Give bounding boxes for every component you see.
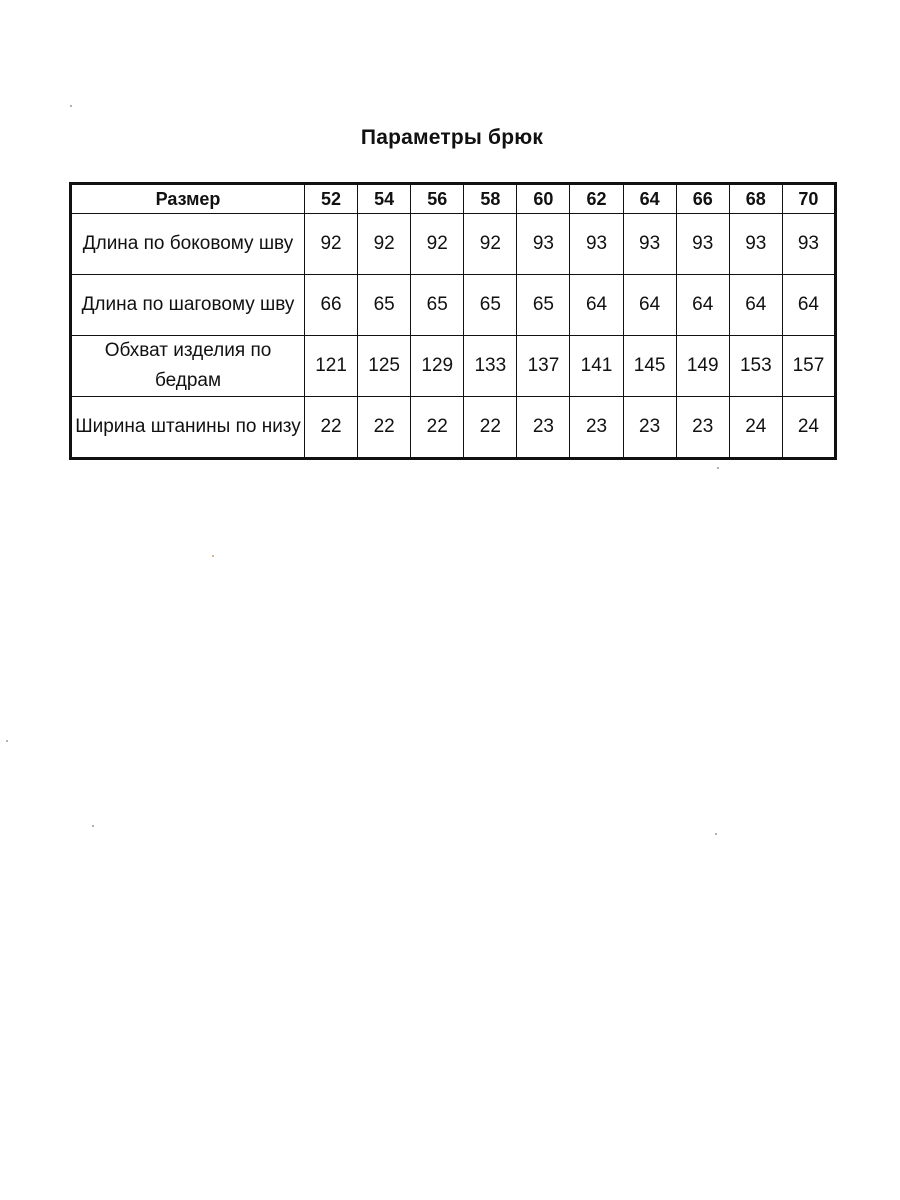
table-cell: 93 — [782, 214, 835, 275]
table-cell: 93 — [517, 214, 570, 275]
table-cell: 92 — [358, 214, 411, 275]
scan-speck — [92, 825, 94, 827]
table-cell: 65 — [464, 275, 517, 336]
row-label: Обхват изделия по бедрам — [71, 336, 305, 397]
table-cell: 64 — [782, 275, 835, 336]
table-header-row — [71, 184, 836, 214]
scan-speck — [6, 740, 8, 742]
header-size-cell: 66 — [676, 184, 729, 214]
table-cell: 65 — [517, 275, 570, 336]
table-cell: 22 — [464, 397, 517, 459]
page-title: Параметры брюк — [360, 126, 544, 149]
table-cell: 92 — [411, 214, 464, 275]
table-cell: 23 — [570, 397, 623, 459]
table-cell: 24 — [729, 397, 782, 459]
table-cell: 93 — [623, 214, 676, 275]
table-row — [71, 214, 836, 275]
table-cell: 22 — [411, 397, 464, 459]
header-size-cell: 68 — [729, 184, 782, 214]
table-cell: 23 — [676, 397, 729, 459]
table-cell: 157 — [782, 336, 835, 397]
table-cell: 145 — [623, 336, 676, 397]
table-cell: 153 — [729, 336, 782, 397]
table-cell: 22 — [305, 397, 358, 459]
header-size-label: Размер — [71, 184, 305, 214]
row-label: Ширина штанины по низу — [71, 397, 305, 459]
table-cell: 64 — [623, 275, 676, 336]
table-cell: 129 — [411, 336, 464, 397]
table-cell: 23 — [517, 397, 570, 459]
header-size-cell: 52 — [305, 184, 358, 214]
table-cell: 66 — [305, 275, 358, 336]
header-size-cell: 64 — [623, 184, 676, 214]
table-cell: 64 — [676, 275, 729, 336]
table-cell: 149 — [676, 336, 729, 397]
table-cell: 121 — [305, 336, 358, 397]
table-cell: 22 — [358, 397, 411, 459]
table-row — [71, 336, 836, 397]
header-size-cell: 60 — [517, 184, 570, 214]
table-cell: 65 — [358, 275, 411, 336]
table-cell: 65 — [411, 275, 464, 336]
table-cell: 93 — [570, 214, 623, 275]
header-size-cell: 70 — [782, 184, 835, 214]
table-cell: 92 — [305, 214, 358, 275]
table-cell: 137 — [517, 336, 570, 397]
table-cell: 92 — [464, 214, 517, 275]
header-size-cell: 56 — [411, 184, 464, 214]
scan-speck — [70, 105, 72, 107]
scan-speck — [717, 467, 719, 469]
table-cell: 93 — [676, 214, 729, 275]
table-row — [71, 397, 836, 459]
table-cell: 93 — [729, 214, 782, 275]
table-row — [71, 275, 836, 336]
header-size-cell: 58 — [464, 184, 517, 214]
table-cell: 64 — [570, 275, 623, 336]
table-cell: 64 — [729, 275, 782, 336]
table-cell: 24 — [782, 397, 835, 459]
table-cell: 141 — [570, 336, 623, 397]
table-cell: 133 — [464, 336, 517, 397]
row-label: Длина по боковому шву — [71, 214, 305, 275]
row-label: Длина по шаговому шву — [71, 275, 305, 336]
table-cell: 23 — [623, 397, 676, 459]
scan-speck — [212, 555, 214, 557]
header-size-cell: 62 — [570, 184, 623, 214]
size-chart-table — [69, 182, 837, 460]
scan-speck — [715, 833, 717, 835]
header-size-cell: 54 — [358, 184, 411, 214]
table-cell: 125 — [358, 336, 411, 397]
